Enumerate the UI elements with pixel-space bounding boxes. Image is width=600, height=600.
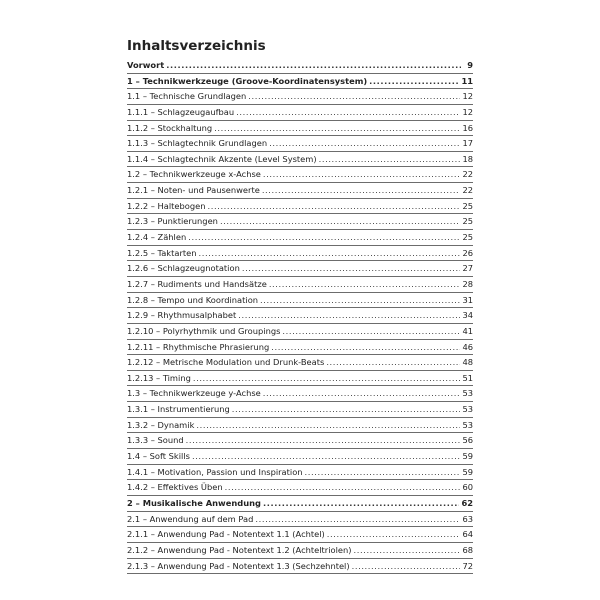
dot-leader [193, 371, 461, 386]
toc-entry-page-number: 26 [462, 247, 473, 258]
toc-entry-label: 1.2 – Technikwerkzeuge x-Achse [127, 169, 261, 180]
toc-entry-label: 1.2.5 – Taktarten [127, 247, 197, 258]
toc-entry[interactable] [127, 465, 473, 481]
dot-leader [260, 293, 460, 308]
dot-leader [282, 324, 460, 339]
toc-entry[interactable] [127, 480, 473, 496]
toc-entry-page-number: 56 [462, 435, 473, 446]
dot-leader [369, 74, 459, 89]
toc-entry[interactable] [127, 308, 473, 324]
toc-entry-label: 2.1.1 – Anwendung Pad - Notentext 1.1 (Achtel) [127, 529, 325, 540]
toc-entry[interactable] [127, 293, 473, 309]
toc-entry[interactable] [127, 340, 473, 356]
toc-entry-label: 1.2.12 – Metrische Modulation und Drunk-Beats [127, 357, 325, 368]
toc-entry-label: 1.4.2 – Effektives Üben [127, 482, 223, 493]
toc-entry[interactable] [127, 386, 473, 402]
toc-entry[interactable] [127, 74, 473, 90]
toc-entry[interactable] [127, 230, 473, 246]
dot-leader [327, 527, 461, 542]
toc-entry[interactable] [127, 371, 473, 387]
toc-page [127, 38, 473, 574]
dot-leader [269, 277, 461, 292]
toc-entry[interactable] [127, 449, 473, 465]
toc-entry-label: 1.3.1 – Instrumentierung [127, 404, 230, 415]
toc-entry-page-number: 51 [462, 372, 473, 383]
dot-leader [248, 89, 460, 104]
toc-entry-label: 1.2.10 – Polyrhythmik und Groupings [127, 325, 281, 336]
toc-entry-page-number: 22 [462, 169, 473, 180]
dot-leader [232, 402, 461, 417]
toc-entry[interactable] [127, 152, 473, 168]
toc-entry-page-number: 9 [467, 60, 473, 70]
toc-entry-label: 1.2.13 – Timing [127, 372, 191, 383]
toc-entry-page-number: 72 [462, 560, 473, 571]
toc-entry-page-number: 28 [462, 278, 473, 289]
toc-entry-label: 1.2.9 – Rhythmusalphabet [127, 310, 237, 321]
dot-leader [242, 261, 461, 276]
toc-entry-label: 2.1 – Anwendung auf dem Pad [127, 513, 254, 524]
toc-entry-page-number: 16 [462, 122, 473, 133]
toc-entry-label: 2.1.2 – Anwendung Pad - Notentext 1.2 (Achteltriolen) [127, 544, 352, 555]
dot-leader [326, 355, 460, 370]
toc-entry-page-number: 59 [462, 466, 473, 477]
toc-entry-page-number: 25 [462, 200, 473, 211]
toc-entry-label: 1.2.3 – Punktierungen [127, 216, 218, 227]
toc-entry[interactable] [127, 527, 473, 543]
toc-entry[interactable] [127, 496, 473, 512]
dot-leader [198, 246, 460, 261]
toc-entry[interactable] [127, 136, 473, 152]
toc-entry-label: 1.1.4 – Schlagtechnik Akzente (Level System) [127, 153, 317, 164]
toc-entry[interactable] [127, 512, 473, 528]
toc-entry-label: 1.1.1 – Schlagzeugaufbau [127, 106, 235, 117]
toc-entry-page-number: 53 [462, 388, 473, 399]
dot-leader [269, 136, 460, 151]
toc-heading: Inhaltsverzeichnis [127, 38, 266, 54]
toc-entry[interactable] [127, 277, 473, 293]
toc-entry-label: 1.3 – Technikwerkzeuge y-Achse [127, 388, 261, 399]
toc-entry-page-number: 18 [462, 153, 473, 164]
dot-leader [214, 121, 460, 136]
toc-entry-page-number: 11 [461, 75, 473, 86]
toc-entry-page-number: 22 [462, 185, 473, 196]
toc-entry-page-number: 27 [462, 263, 473, 274]
toc-entry-page-number: 31 [462, 294, 473, 305]
toc-entry[interactable] [127, 105, 473, 121]
dot-leader [236, 105, 460, 120]
toc-entry-page-number: 12 [462, 106, 473, 117]
toc-entry[interactable] [127, 121, 473, 137]
dot-leader [263, 496, 460, 511]
toc-entry-page-number: 53 [462, 404, 473, 415]
dot-leader [352, 559, 461, 574]
toc-entry-label: 1.2.6 – Schlagzeugnotation [127, 263, 240, 274]
toc-entry-page-number: 62 [461, 497, 473, 508]
dot-leader [225, 480, 461, 495]
toc-entry-label: 1.3.3 – Sound [127, 435, 184, 446]
dot-leader [319, 152, 461, 167]
toc-entry-label: 1.3.2 – Dynamik [127, 419, 195, 430]
toc-entry-label: 1.2.2 – Haltebogen [127, 200, 206, 211]
dot-leader [188, 230, 460, 245]
toc-list [127, 58, 473, 574]
dot-leader [271, 340, 460, 355]
toc-entry[interactable] [127, 199, 473, 215]
dot-leader [255, 512, 460, 527]
toc-entry-label: 1.4 – Soft Skills [127, 451, 190, 462]
toc-entry-page-number: 60 [462, 482, 473, 493]
toc-entry-page-number: 53 [462, 419, 473, 430]
dot-leader [220, 214, 461, 229]
dot-leader [196, 418, 460, 433]
toc-entry[interactable] [127, 89, 473, 105]
dot-leader [192, 449, 461, 464]
dot-leader [238, 308, 460, 323]
toc-entry-page-number: 48 [462, 357, 473, 368]
toc-entry-label: 1.4.1 – Motivation, Passion und Inspiration [127, 466, 303, 477]
toc-entry[interactable] [127, 246, 473, 262]
toc-entry[interactable] [127, 559, 473, 575]
toc-entry[interactable] [127, 433, 473, 449]
toc-entry-label: 1.2.8 – Tempo und Koordination [127, 294, 259, 305]
toc-entry-page-number: 59 [462, 451, 473, 462]
toc-entry-label: 1.2.11 – Rhythmische Phrasierung [127, 341, 270, 352]
toc-entry[interactable] [127, 214, 473, 230]
toc-entry-label: 1.2.1 – Noten- und Pausenwerte [127, 185, 260, 196]
toc-entry-page-number: 64 [462, 529, 473, 540]
toc-entry[interactable] [127, 355, 473, 371]
toc-entry-page-number: 41 [462, 325, 473, 336]
toc-entry-page-number: 63 [462, 513, 473, 524]
dot-leader [166, 58, 461, 73]
toc-entry[interactable] [127, 543, 473, 559]
toc-entry[interactable] [127, 183, 473, 199]
dot-leader [305, 465, 461, 480]
toc-entry[interactable] [127, 402, 473, 418]
toc-entry-label: 2.1.3 – Anwendung Pad - Notentext 1.3 (Sechzehntel) [127, 560, 350, 571]
toc-entry-page-number: 68 [462, 544, 473, 555]
toc-entry-page-number: 46 [462, 341, 473, 352]
toc-entry[interactable] [127, 261, 473, 277]
toc-entry-label: Vorwort [127, 60, 165, 70]
toc-entry-label: 1.1.2 – Stockhaltung [127, 122, 213, 133]
toc-entry-page-number: 12 [462, 91, 473, 102]
toc-entry-page-number: 17 [462, 138, 473, 149]
toc-entry[interactable] [127, 324, 473, 340]
dot-leader [263, 386, 461, 401]
toc-entry-label: 2 – Musikalische Anwendung [127, 497, 261, 508]
dot-leader [262, 183, 461, 198]
toc-entry-label: 1.1.3 – Schlagtechnik Grundlagen [127, 138, 268, 149]
toc-entry-label: 1.2.4 – Zählen [127, 232, 187, 243]
toc-entry-page-number: 25 [462, 232, 473, 243]
toc-entry-page-number: 34 [462, 310, 473, 321]
toc-entry-label: 1.2.7 – Rudiments und Handsätze [127, 278, 267, 289]
toc-entry-label: 1 – Technikwerkzeuge (Groove-Koordinatensystem) [127, 75, 368, 86]
dot-leader [354, 543, 461, 558]
toc-entry[interactable] [127, 58, 473, 74]
toc-entry-label: 1.1 – Technische Grundlagen [127, 91, 247, 102]
toc-entry[interactable] [127, 418, 473, 434]
dot-leader [263, 167, 461, 182]
dot-leader [208, 199, 461, 214]
toc-entry[interactable] [127, 167, 473, 183]
dot-leader [186, 433, 461, 448]
toc-entry-page-number: 25 [462, 216, 473, 227]
